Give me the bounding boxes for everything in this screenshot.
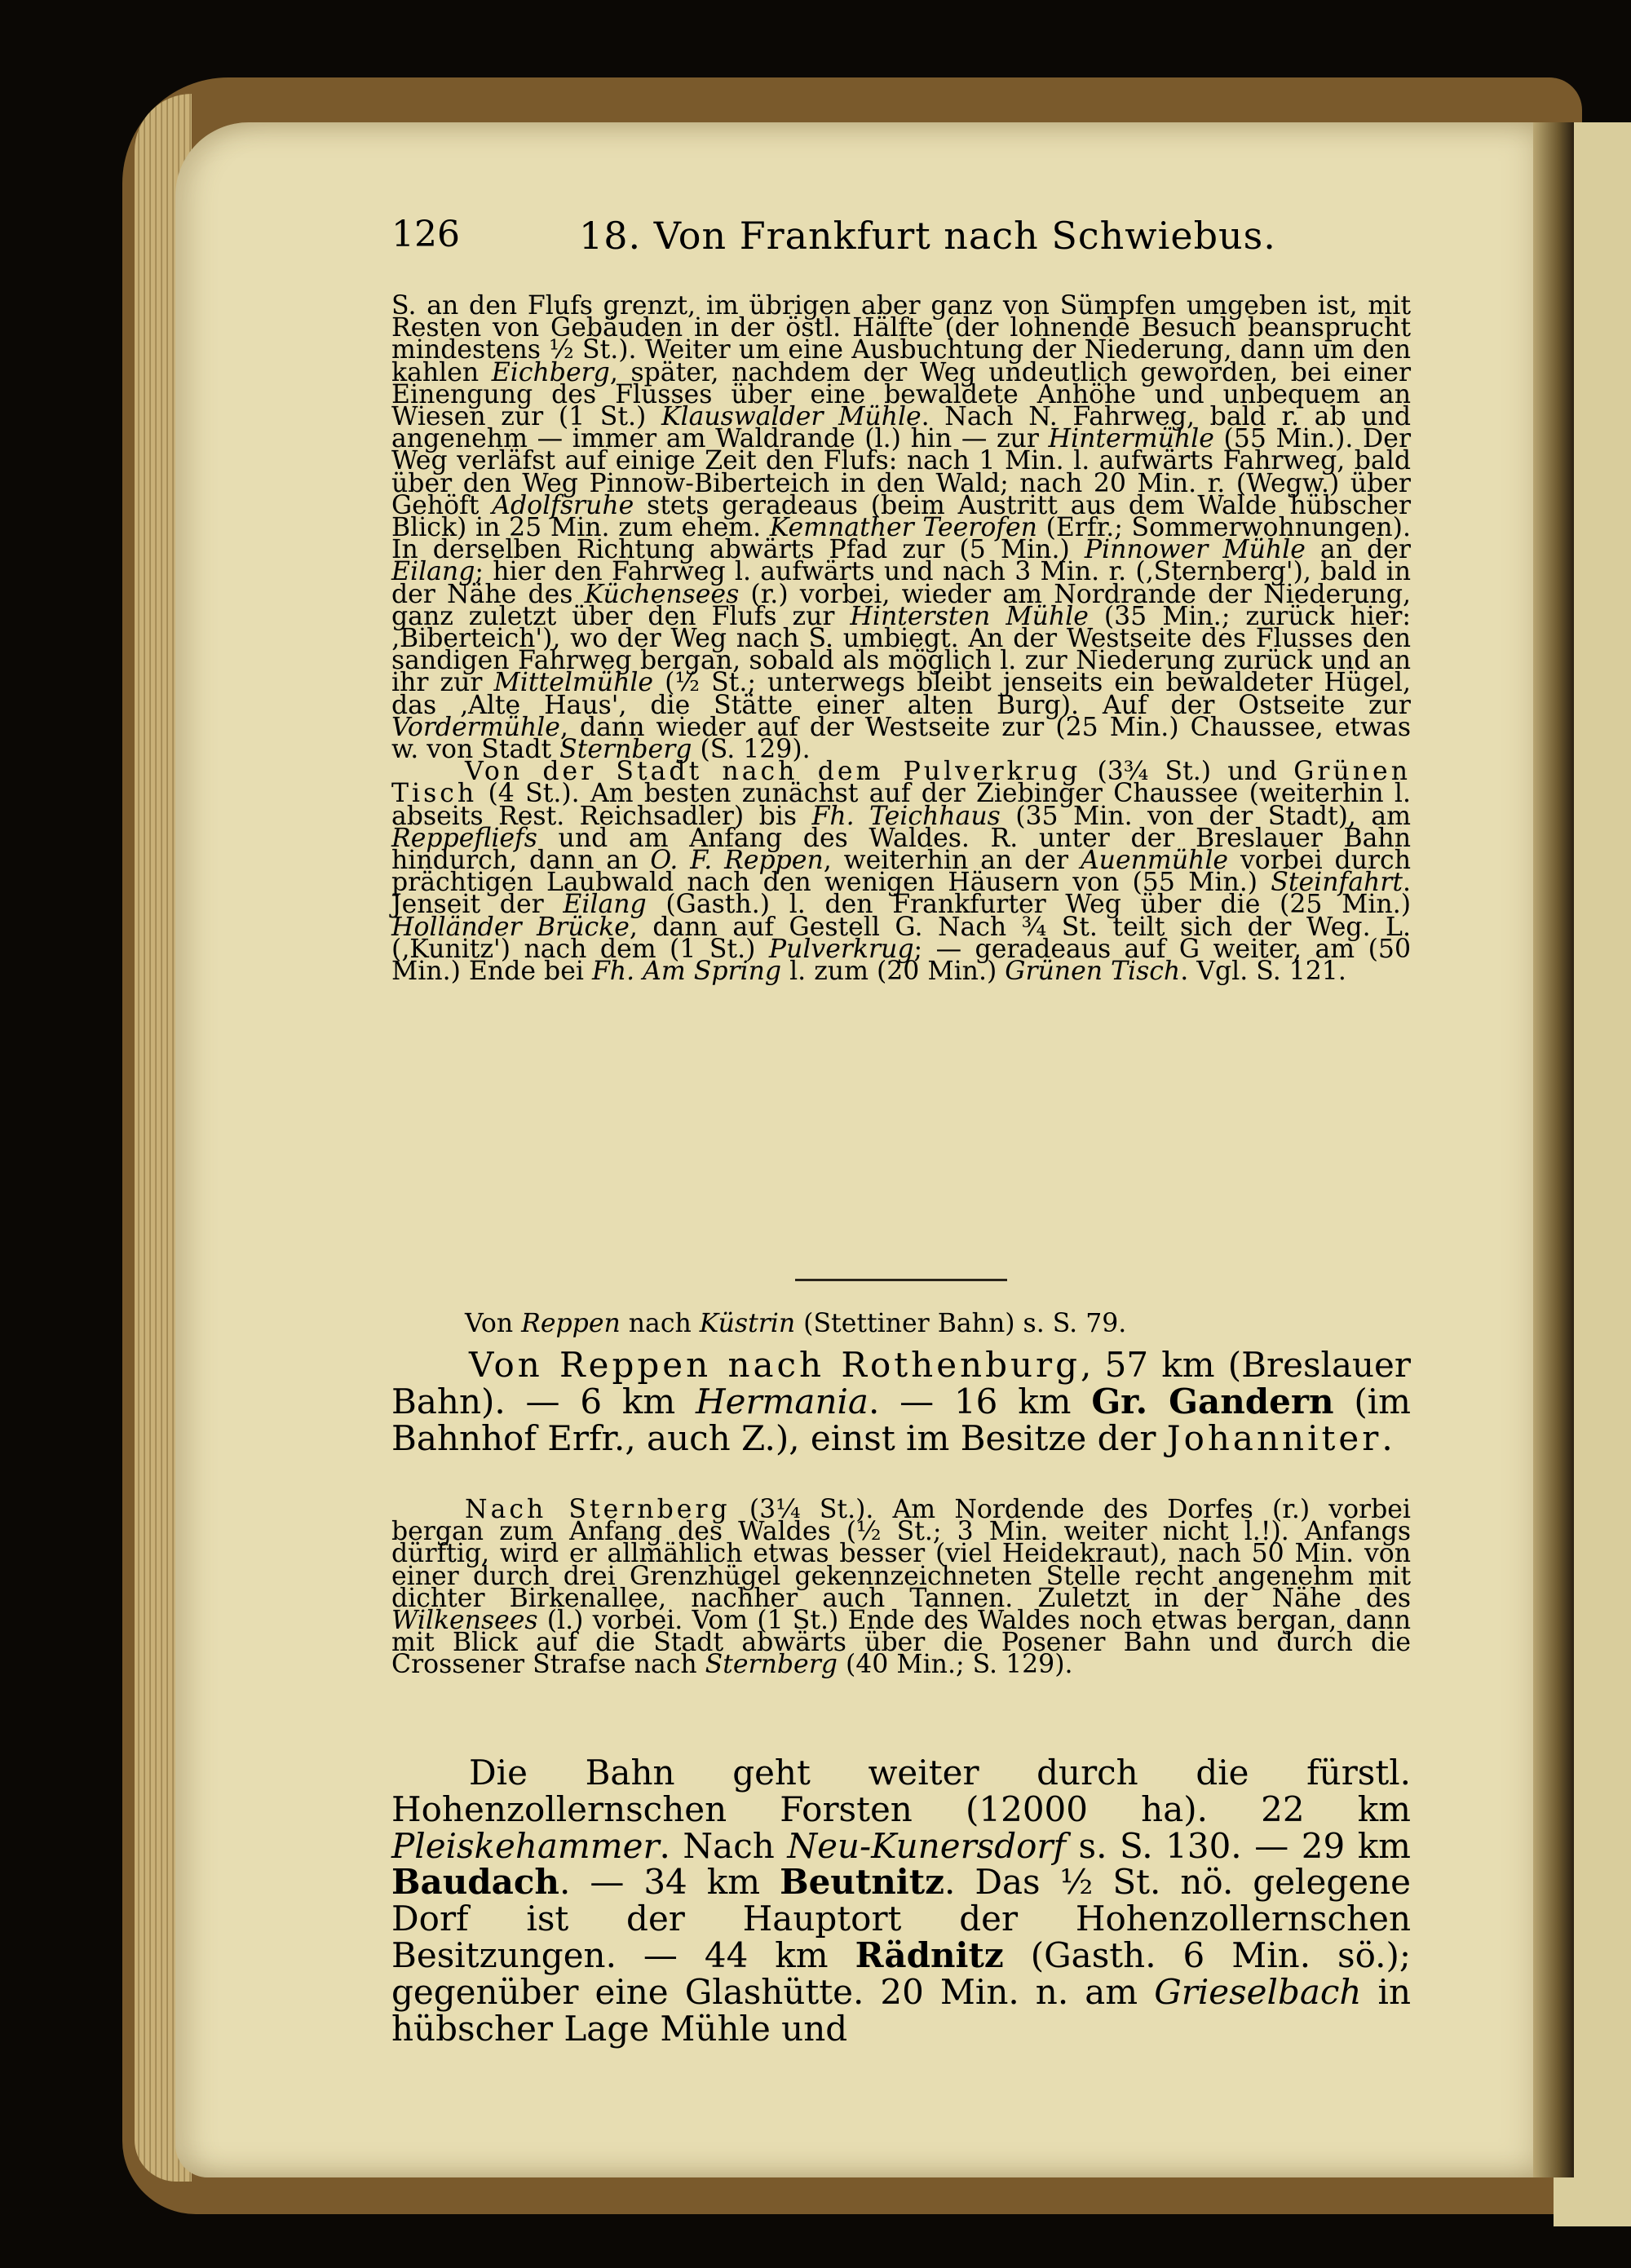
text-run: (l.) vorbei. Vom (1 St.) Ende des Waldes noch etwas bergan, dann mit Blick auf die Stadt abwärts über die Posener Bahn und durch die Crossener Strafse nach: [391, 1606, 1411, 1680]
place-name: Grünen Tisch: [1005, 957, 1181, 987]
text-run: . Nach: [659, 1825, 788, 1866]
place-name: Fh. Am Spring: [591, 957, 782, 987]
page-header: [391, 214, 1411, 263]
place-name: Grieselbach: [1154, 1971, 1362, 2012]
place-name: Eichberg: [491, 357, 610, 387]
station-name: Rädnitz: [855, 1934, 1004, 1975]
station-name: Gr. Gandern: [1091, 1381, 1334, 1421]
text-run: in hübscher Lage Mühle und: [391, 1971, 1411, 2049]
paragraph-pulverkrug: [391, 757, 1412, 987]
text-run: S. an den Flufs grenzt, im übrigen aber ganz von Sümpfen umgeben ist, mit Resten von Gebäuden in der östl. Hälfte (der lohnende Besuch beansprucht mindestens ½ St.). Weiter um eine Ausbuchtung der Niederung, dann um den kahlen: [391, 291, 1411, 387]
cross-reference: [465, 1309, 1126, 1338]
place-name: Vordermühle: [391, 712, 560, 742]
place-name: Fh. Teichhaus: [811, 801, 1001, 831]
text-run: . Jenseit der: [391, 868, 1411, 920]
text-run: (55 Min.). Der Weg verläfst auf einige Zeit den Flufs: nach 1 Min. l. aufwärts Fahrweg, bald über den Weg Pinnow-Biberteich in den Wald; nach 20 Min. r. (Wegw.) über Gehöft: [391, 424, 1411, 520]
text-run: l. zum (20 Min.): [781, 957, 1006, 987]
text-run: (Gasth. 6 Min. sö.); gegenüber eine Glashütte. 20 Min. n. am: [391, 1934, 1412, 2012]
place-name: Hintermühle: [1048, 424, 1214, 454]
place-name: Küstrin: [699, 1309, 796, 1338]
running-title: 18. Von Frankfurt nach Schwiebus.: [579, 214, 1276, 258]
paragraph-sternberg: [391, 1495, 1411, 1680]
text-run: , dann wieder auf der Westseite zur (25 Min.) Chaussee, etwas w. von Stadt: [391, 712, 1411, 765]
place-name: Mittelmühle: [493, 668, 654, 698]
station-name: Baudach: [391, 1862, 559, 1903]
text-run: (Stettiner Bahn) s. S. 79.: [795, 1309, 1127, 1338]
paragraph-route-description: [391, 291, 1412, 987]
route-heading: Von der Stadt nach dem Pulverkrug: [465, 757, 1081, 787]
text-run: nach: [620, 1309, 700, 1338]
text-run: (Erfr.; Sommerwohnungen). In derselben Richtung abwärts Pfad zur (5 Min.): [391, 513, 1411, 565]
text-run: , später, nachdem der Weg undeutlich geworden, bei einer Einengung des Flusses über eine bewaldete Anhöhe und unbequem an Wiesen zur (1 St.): [391, 357, 1411, 432]
section-heading: Von Reppen nach Rothenburg: [469, 1345, 1081, 1385]
place-name: Hintersten Mühle: [850, 601, 1089, 631]
text-run: (4 St.). Am besten zunächst auf der Ziebinger Chaussee (weiterhin l. abseits Rest. Reichsadler) bis: [391, 779, 1411, 831]
place-name: Küchensees: [584, 579, 740, 609]
text-run: (S. 129).: [692, 735, 811, 765]
text-run: , dann auf Gestell G. Nach ¾ St. teilt sich der Weg. L. (‚Kunitz') nach dem (1 St.): [391, 912, 1411, 964]
text-run: vorbei durch prächtigen Laubwald nach den wenigen Häusern von (55 Min.): [391, 846, 1411, 898]
text-run: (40 Min.; S. 129).: [837, 1650, 1073, 1680]
text-run: , weiterhin an der: [823, 846, 1081, 876]
text-run: (im Bahnhof Erfr., auch Z.), einst im Besitze der: [391, 1381, 1412, 1458]
text-run: , 57 km (Breslauer Bahn). — 6 km: [391, 1345, 1411, 1421]
text-run: . Vgl. S. 121.: [1180, 957, 1346, 987]
route-heading: Grünen Tisch: [391, 757, 1411, 809]
page-number: 126: [391, 214, 460, 255]
text-run: (35 Min.; zurück hier: ‚Biberteich'), wo der Weg nach S. umbiegt. An der Westseite des Flusses den sandigen Fahrweg bergan, sobald als möglich l. zur Niederung zurück und an ihr zur: [391, 601, 1412, 698]
place-name: Eilang: [563, 890, 647, 920]
text-run: Die Bahn geht weiter durch die fürstl. Hohenzollernschen Forsten (12000 ha). 22 km: [391, 1753, 1411, 1829]
place-name: Sternberg: [705, 1650, 838, 1680]
text-run: Von: [465, 1309, 522, 1338]
text-run: ; — geradeaus auf G weiter, am (50 Min.) Ende bei: [391, 934, 1412, 987]
place-name: Pleiskehammer: [391, 1825, 660, 1866]
text-run: an der: [1305, 535, 1411, 565]
place-name: Eilang: [391, 557, 475, 587]
place-name: Pinnower Mühle: [1084, 535, 1306, 565]
text-run: (3¼ St.). Am Nordende des Dorfes (r.) vorbei bergan zum Anfang des Waldes (½ St.; 3 Min. weiter nicht l.!). Anfangs dürftig, wird er allmählich etwas besser (viel Heidekraut), nach 50 Min. von einer durch drei Grenzhügel gekennzeichneten Stelle recht angenehm mit dichter Birkenallee, nachher auch Tannen. Zuletzt in der Nähe des: [391, 1495, 1411, 1613]
text-run: (3¾ St.) und: [1081, 757, 1294, 787]
text-run: . — 34 km: [559, 1862, 780, 1903]
place-name: Steinfahrt: [1271, 868, 1403, 898]
place-name: Reppefliefs: [391, 823, 537, 853]
text-run: (½ St.; unterwegs bleibt jenseits ein bewaldeter Hügel, das ‚Alte Haus', die Stätte einer alten Burg). Auf der Ostseite zur: [391, 668, 1411, 720]
section-divider: [795, 1279, 1007, 1281]
text-run: s. S. 130. — 29 km: [1066, 1825, 1411, 1866]
text-run: (35 Min. von der Stadt), am: [1000, 801, 1411, 831]
text-run: .: [1381, 1417, 1393, 1458]
place-name: Klauswalder Mühle: [661, 402, 922, 432]
text-run: . Nach N. Fahrweg, bald r. ab und angenehm — immer am Waldrande (l.) hin — zur: [391, 402, 1412, 454]
text-run: (Gasth.) l. den Frankfurter Weg über die (25 Min.): [646, 890, 1411, 920]
place-name: Hermania: [696, 1381, 869, 1421]
text-run: und am Anfang des Waldes. R. unter der Breslauer Bahn hindurch, dann an: [391, 823, 1411, 876]
text-run: stets geradeaus (beim Austritt aus dem Walde hübscher Blick) in 25 Min. zum ehem.: [391, 490, 1412, 543]
section-reppen-rothenburg: [391, 1347, 1411, 1457]
text-run: . Das ½ St. nö. gelegene Dorf ist der Hauptort der Hohenzollernschen Besitzungen. — 44 km: [391, 1862, 1411, 1975]
place-name: Kemnather Teerofen: [769, 513, 1037, 543]
place-name: Neu-Kunersdorf: [787, 1825, 1066, 1866]
place-name: Auenmühle: [1080, 846, 1229, 876]
text-run: ; hier den Fahrweg l. aufwärts und nach 3 Min. r. (‚Sternberg'), bald in der Nähe des: [391, 557, 1411, 609]
place-name: Pulverkrug: [768, 934, 914, 964]
station-name: Beutnitz: [780, 1862, 944, 1903]
book-gutter: [1533, 122, 1574, 2177]
paragraph-bahn: [391, 1755, 1411, 2047]
place-name: Reppen: [521, 1309, 621, 1338]
place-name: O. F. Reppen: [650, 846, 824, 876]
text-run: . — 16 km: [868, 1381, 1092, 1421]
place-name: Adolfsruhe: [492, 490, 634, 520]
place-name: Sternberg: [559, 735, 692, 765]
route-heading: Nach Sternberg: [465, 1495, 731, 1524]
text-run: (r.) vorbei, wieder am Nordrande der Niederung, ganz zuletzt über den Flufs zur: [391, 579, 1411, 631]
place-name: Wilkensees: [391, 1606, 538, 1636]
place-name: Holländer Brücke: [391, 912, 630, 942]
spaced-word: Johanniter: [1166, 1417, 1382, 1458]
